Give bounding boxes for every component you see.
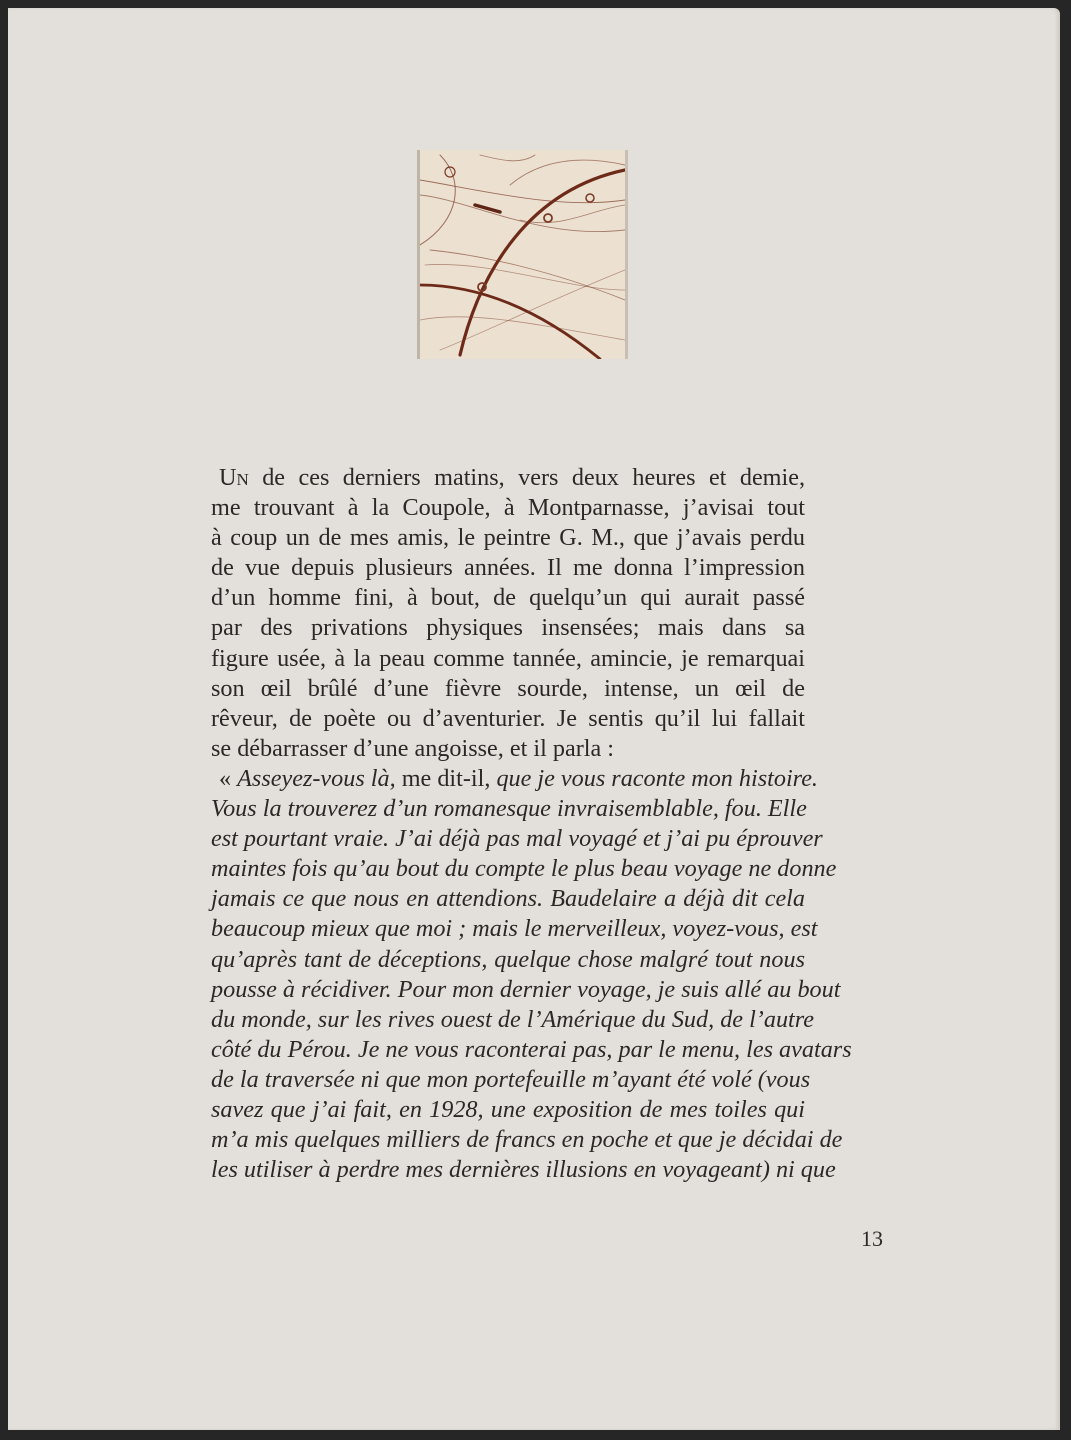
paragraph-1-line: rêveur, de poète ou d’aventurier. Je sentis qu’il lui fallait — [211, 704, 805, 732]
paragraph-2-line: beaucoup mieux que moi ; mais le merveilleux, voyez-vous, est — [211, 915, 818, 943]
paragraph-2-line: est pourtant vraie. J’ai déjà pas mal voyagé et j’ai pu éprouver — [211, 825, 823, 853]
paragraph-1-line: de vue depuis plusieurs années. Il me donna l’impression — [211, 554, 805, 582]
paragraph-1-line: d’un homme fini, à bout, de quelqu’un qui aurait passé — [211, 584, 805, 612]
body-text — [211, 463, 852, 1185]
paragraph-1-line: me trouvant à la Coupole, à Montparnasse, j’avisai tout — [211, 494, 805, 522]
page-number: 13 — [861, 1226, 883, 1251]
paragraph-2-line-1: « Asseyez-vous là, me dit-il, que je vous raconte mon histoire. — [219, 764, 818, 792]
paragraph-1-line: figure usée, à la peau comme tannée, amincie, je remarquai — [211, 644, 805, 672]
paragraph-2-line: savez que j’ai fait, en 1928, une exposition de mes toiles qui — [211, 1095, 805, 1123]
paragraph-2-line: côté du Pérou. Je ne vous raconterai pas, par le menu, les avatars — [211, 1035, 852, 1063]
etching-illustration — [417, 150, 628, 359]
paragraph-1-line: son œil brûlé d’une fièvre sourde, intense, un œil de — [211, 674, 805, 702]
paragraph-2-line: qu’après tant de déceptions, quelque chose malgré tout nous — [211, 945, 805, 973]
paragraph-2-line: m’a mis quelques milliers de francs en poche et que je décidai de — [211, 1126, 843, 1154]
paragraph-2-line: les utiliser à perdre mes dernières illusions en voyageant) ni que — [211, 1156, 836, 1184]
paragraph-2-line: maintes fois qu’au bout du compte le plus beau voyage ne donne — [211, 855, 837, 883]
paragraph-1-line: à coup un de mes amis, le peintre G. M., que j’avais perdu — [211, 524, 805, 552]
paragraph-1-line: se débarrasser d’une angoisse, et il parla : — [211, 734, 614, 762]
dropcap-word: Un — [219, 464, 249, 491]
paragraph-2-line: du monde, sur les rives ouest de l’Amérique du Sud, de l’autre — [211, 1005, 815, 1033]
book-page — [8, 8, 1060, 1430]
etching-lines-icon — [420, 150, 625, 359]
paragraph-2-line: Vous la trouverez d’un romanesque invraisemblable, fou. Elle — [211, 795, 807, 823]
paragraph-2-line: de la traversée ni que mon portefeuille m’ayant été volé (vous — [211, 1065, 811, 1093]
paragraph-2-line: jamais ce que nous en attendions. Baudelaire a déjà dit cela — [211, 885, 805, 913]
paragraph-2-line: pousse à récidiver. Pour mon dernier voyage, je suis allé au bout — [211, 975, 841, 1003]
paragraph-1-line-1: Un de ces derniers matins, vers deux heures et demie, — [219, 464, 805, 491]
paragraph-1-line: par des privations physiques insensées; mais dans sa — [211, 614, 805, 642]
